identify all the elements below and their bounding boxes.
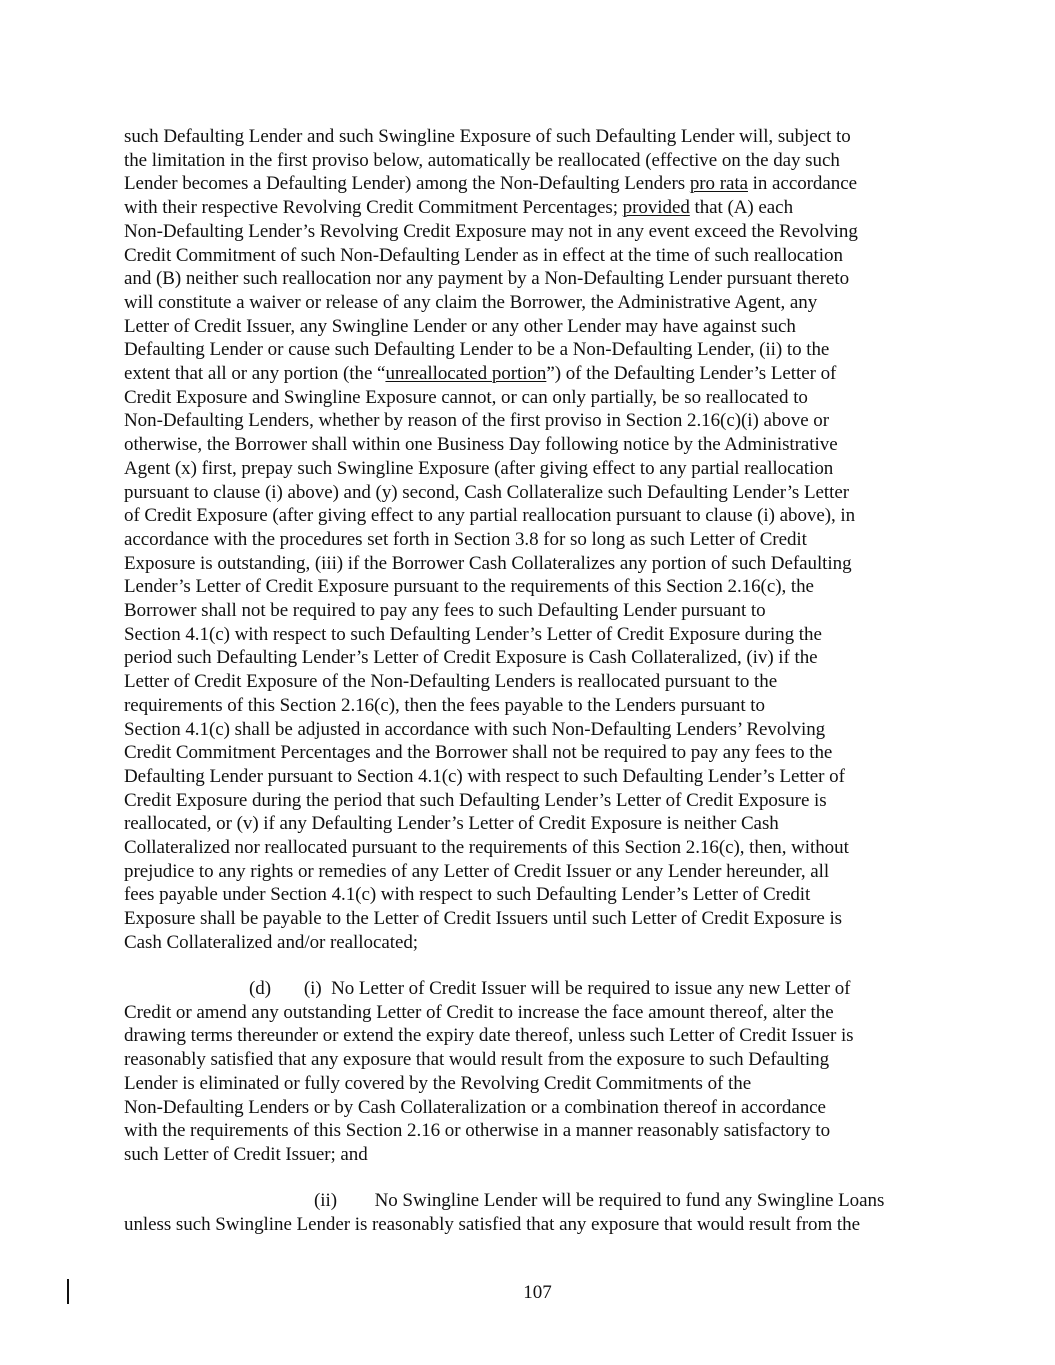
text-segment: Lender becomes a Defaulting Lender) among the Non-Defaulting Lenders xyxy=(124,173,690,195)
text-line xyxy=(124,362,836,386)
text-segment: that (A) each xyxy=(689,197,794,219)
text-segment: Credit Commitment Percentages and the Borrower shall not be required to pay any fees to the xyxy=(124,742,833,764)
text-line xyxy=(124,883,810,907)
text-segment: Section 4.1(c) with respect to such Defaulting Lender’s Letter of Credit Exposure during the xyxy=(124,623,822,645)
text-line xyxy=(124,718,825,742)
text-segment: Credit Exposure during the period that such Defaulting Lender’s Letter of Credit Exposure is xyxy=(124,789,827,811)
text-line xyxy=(124,172,857,196)
text-line xyxy=(124,457,833,481)
text-segment: Letter of Credit Exposure of the Non-Defaulting Lenders is reallocated pursuant to the xyxy=(124,671,778,693)
text-line xyxy=(124,504,855,528)
text-segment: and (B) neither such reallocation nor any payment by a Non-Defaulting Lender pursuant thereto xyxy=(124,268,850,290)
text-segment: Borrower shall not be required to pay any fees to such Defaulting Lender pursuant to xyxy=(124,600,766,621)
text-segment: with the requirements of this Section 2.16 or otherwise in a manner reasonably satisfactory to xyxy=(124,1120,831,1142)
text-line xyxy=(124,1072,751,1096)
text-line xyxy=(124,931,418,955)
text-segment: such Letter of Credit Issuer; and xyxy=(124,1143,368,1165)
text-segment: Letter of Credit Issuer, any Swingline Lender or any other Lender may have against such xyxy=(124,315,796,337)
text-line xyxy=(124,765,845,789)
text-segment: will constitute a waiver or release of any claim the Borrower, the Administrative Agent, any xyxy=(124,291,818,313)
text-segment: in accordance xyxy=(747,173,857,195)
text-segment: pursuant to clause (i) above) and (y) second, Cash Collateralize such Defaulting Lender’s Letter xyxy=(124,481,850,503)
underlined-term: unreallocated portion xyxy=(385,363,547,384)
text-line xyxy=(124,291,817,315)
text-segment: otherwise, the Borrower shall within one Business Day following notice by the Administrative xyxy=(124,434,838,456)
text-line xyxy=(124,646,818,670)
text-segment: (d) (i) No Letter of Credit Issuer will be required to issue any new Letter of xyxy=(249,978,851,999)
text-segment: reasonably satisfied that any exposure that would result from the exposure to such Defaulting xyxy=(124,1049,830,1071)
text-line xyxy=(124,244,843,268)
text-line xyxy=(124,860,829,884)
text-line xyxy=(124,812,779,836)
text-line xyxy=(124,552,852,576)
text-line xyxy=(124,149,840,173)
underlined-term: pro rata xyxy=(689,173,748,195)
text-segment: Non-Defaulting Lender’s Revolving Credit Exposure may not in any event exceed the Revolving xyxy=(124,220,858,242)
text-segment: with their respective Revolving Credit Commitment Percentages; xyxy=(124,197,623,219)
text-segment: accordance with the procedures set forth in Section 3.8 for so long as such Letter of Credit xyxy=(124,528,807,550)
text-line xyxy=(124,1024,854,1048)
text-line xyxy=(124,220,858,244)
text-segment: period such Defaulting Lender’s Letter of Credit Exposure is Cash Collateralized, (iv) if the xyxy=(124,647,818,669)
text-line xyxy=(124,386,808,410)
text-line xyxy=(124,694,765,718)
text-segment: Agent (x) first, prepay such Swingline Exposure (after giving effect to any partial reallocation xyxy=(124,457,834,479)
text-segment: fees payable under Section 4.1(c) with respect to such Defaulting Lender’s Letter of Credit xyxy=(124,884,811,906)
text-line xyxy=(124,196,793,220)
text-line xyxy=(124,575,814,599)
text-segment: Lender is eliminated or fully covered by the Revolving Credit Commitments of the xyxy=(124,1072,752,1094)
text-line xyxy=(249,977,850,1001)
text-line xyxy=(124,741,832,765)
text-segment: Non-Defaulting Lenders or by Cash Collateralization or a combination thereof in accordance xyxy=(124,1096,826,1118)
text-line xyxy=(124,433,838,457)
text-segment: Section 4.1(c) shall be adjusted in accordance with such Non-Defaulting Lenders’ Revolving xyxy=(124,718,826,740)
text-line xyxy=(124,836,849,860)
text-segment: drawing terms thereunder or extend the expiry date thereof, unless such Letter of Credit Issuer is xyxy=(124,1025,854,1047)
text-segment: prejudice to any rights or remedies of any Letter of Credit Issuer or any Lender hereunder, all xyxy=(124,860,830,882)
text-line xyxy=(124,1001,834,1025)
text-segment: (ii) No Swingline Lender will be required to fund any Swingline Loans xyxy=(314,1190,885,1212)
text-segment: Cash Collateralized and/or reallocated; xyxy=(124,931,419,953)
text-segment: Defaulting Lender or cause such Defaulting Lender to be a Non-Defaulting Lender, (ii) to the xyxy=(124,339,830,361)
text-line xyxy=(124,481,849,505)
text-segment: ”) of the Defaulting Lender’s Letter of xyxy=(546,363,837,384)
text-line xyxy=(314,1189,884,1213)
text-line xyxy=(124,267,849,291)
text-segment: Collateralized nor reallocated pursuant to the requirements of this Section 2.16(c), then, without xyxy=(124,837,849,858)
text-line xyxy=(124,1048,829,1072)
page-number: 107 xyxy=(523,1282,552,1303)
text-line xyxy=(124,789,827,813)
text-line xyxy=(124,338,829,362)
text-segment: the limitation in the first proviso below, automatically be reallocated (effective on the day such xyxy=(124,149,840,171)
text-segment: Credit Commitment of such Non-Defaulting Lender as in effect at the time of such reallocation xyxy=(124,244,843,266)
text-line xyxy=(124,1213,860,1237)
text-line xyxy=(124,409,829,433)
text-line xyxy=(124,528,807,552)
text-segment: such Defaulting Lender and such Swingline Exposure of such Defaulting Lender will, subject to xyxy=(124,126,851,147)
text-segment: Defaulting Lender pursuant to Section 4.1(c) with respect to such Defaulting Lender’s Letter of xyxy=(124,765,845,787)
text-segment: Lender’s Letter of Credit Exposure pursuant to the requirements of this Section 2.16(c), the xyxy=(124,576,814,598)
text-segment: of Credit Exposure (after giving effect to any partial reallocation pursuant to clause (i) above), in xyxy=(124,505,856,527)
text-line xyxy=(124,125,851,149)
text-segment: Exposure is outstanding, (iii) if the Borrower Cash Collateralizes any portion of such Defaulting xyxy=(124,552,852,574)
text-segment: Credit or amend any outstanding Letter of Credit to increase the face amount thereof, alter the xyxy=(124,1001,834,1023)
text-line xyxy=(124,1119,830,1143)
text-line xyxy=(124,1143,368,1167)
text-segment: Non-Defaulting Lenders, whether by reason of the first proviso in Section 2.16(c)(i) above or xyxy=(124,410,830,432)
text-segment: requirements of this Section 2.16(c), then the fees payable to the Lenders pursuant to xyxy=(124,694,765,716)
text-line xyxy=(124,599,766,623)
text-line xyxy=(124,907,842,931)
text-segment: unless such Swingline Lender is reasonably satisfied that any exposure that would result from the xyxy=(124,1213,860,1235)
text-segment: reallocated, or (v) if any Defaulting Lender’s Letter of Credit Exposure is neither Cash xyxy=(124,813,779,835)
text-segment: Exposure shall be payable to the Letter of Credit Issuers until such Letter of Credit Exposure is xyxy=(124,908,843,930)
text-line xyxy=(124,623,822,647)
text-segment: extent that all or any portion (the “ xyxy=(124,363,386,384)
text-segment: Credit Exposure and Swingline Exposure cannot, or can only partially, be so reallocated to xyxy=(124,386,808,408)
text-line xyxy=(124,670,777,694)
text-line xyxy=(124,1096,826,1120)
text-line xyxy=(124,315,796,339)
underlined-term: provided xyxy=(622,197,690,219)
